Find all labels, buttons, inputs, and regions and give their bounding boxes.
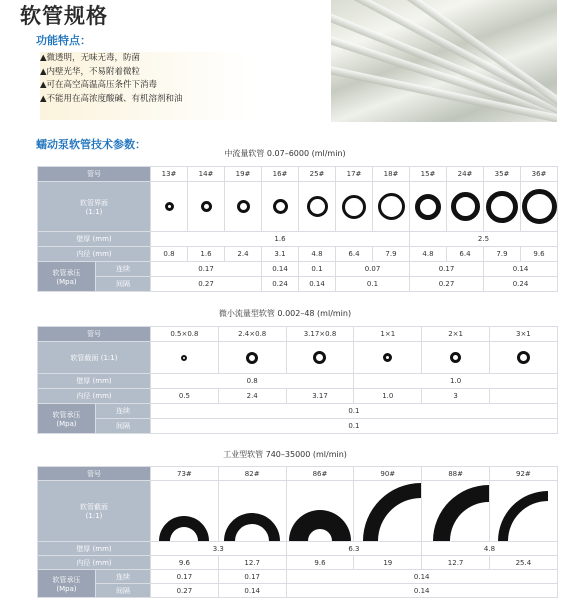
tube-section-icon — [151, 481, 219, 542]
model-cell: 2.4×0.8 — [218, 327, 286, 342]
id-value: 3.17 — [286, 389, 354, 404]
tube-section-icon — [286, 342, 354, 374]
model-cell: 0.5×0.8 — [151, 327, 219, 342]
wall-value: 3.3 — [151, 542, 287, 556]
id-value: 2.4 — [218, 389, 286, 404]
table2-caption: 微小流量型软管 0.002–48 (ml/min) — [218, 309, 352, 318]
model-cell: 17# — [336, 167, 373, 182]
wall-value: 1.0 — [354, 374, 557, 389]
model-cell: 35# — [484, 167, 521, 182]
pressure-value: 0.14 — [262, 262, 299, 277]
continuous-label: 连续 — [96, 262, 151, 277]
tube-section-icon — [354, 481, 422, 542]
wall-value: 0.8 — [151, 374, 354, 389]
wall-value: 1.6 — [151, 232, 410, 247]
id-value: 1.0 — [354, 389, 422, 404]
pressure-value: 0.07 — [336, 262, 410, 277]
feature-item: ▲内壁光华，不易附着微粒 — [40, 66, 141, 77]
tube-section-icon — [218, 481, 286, 542]
pressure-label: 软管承压 (Mpa) — [38, 404, 96, 434]
wall-label: 壁厚 (mm) — [38, 232, 151, 247]
model-cell: 14# — [188, 167, 225, 182]
model-cell: 82# — [218, 467, 286, 481]
tube-section-icon — [447, 182, 484, 232]
interval-label: 间隔 — [96, 419, 151, 434]
tube-section-icon — [422, 342, 490, 374]
model-cell: 73# — [151, 467, 219, 481]
interval-label: 间隔 — [96, 584, 151, 598]
id-value: 9.6 — [521, 247, 558, 262]
model-cell: 36# — [521, 167, 558, 182]
section-label: 软管界面 (1:1) — [38, 182, 151, 232]
table3-caption: 工业型软管 740–35000 (ml/min) — [223, 450, 347, 459]
id-value — [489, 389, 557, 404]
model-cell: 25# — [299, 167, 336, 182]
model-cell: 88# — [422, 467, 490, 481]
model-cell: 86# — [286, 467, 354, 481]
model-label: 管号 — [38, 467, 151, 481]
tube-section-icon — [299, 182, 336, 232]
pressure-value: 0.17 — [151, 262, 262, 277]
wall-value: 6.3 — [286, 542, 422, 556]
id-value: 0.8 — [151, 247, 188, 262]
id-value: 12.7 — [422, 556, 490, 570]
id-value: 0.5 — [151, 389, 219, 404]
tube-section-icon — [521, 182, 558, 232]
tube-section-icon — [373, 182, 410, 232]
pressure-value: 0.14 — [286, 584, 557, 598]
id-value: 9.6 — [151, 556, 219, 570]
model-label: 管号 — [38, 167, 151, 182]
pressure-value: 0.1 — [151, 419, 558, 434]
pressure-value: 0.17 — [410, 262, 484, 277]
model-cell: 15# — [410, 167, 447, 182]
tube-section-icon — [422, 481, 490, 542]
id-value: 7.9 — [484, 247, 521, 262]
tube-section-icon — [489, 342, 557, 374]
wall-value: 2.5 — [410, 232, 558, 247]
section-label: 软管截面 (1:1) — [38, 481, 151, 542]
tube-section-icon — [218, 342, 286, 374]
table3 — [37, 466, 558, 598]
pressure-value: 0.1 — [336, 277, 410, 292]
pressure-label: 软管承压 (Mpa) — [38, 570, 96, 598]
id-label: 内径 (mm) — [38, 556, 151, 570]
tube-section-icon — [262, 182, 299, 232]
id-label: 内径 (mm) — [38, 389, 151, 404]
wall-label: 壁厚 (mm) — [38, 374, 151, 389]
pressure-value: 0.14 — [484, 262, 558, 277]
table1 — [37, 166, 558, 292]
model-cell: 18# — [373, 167, 410, 182]
model-cell: 1×1 — [354, 327, 422, 342]
model-cell: 16# — [262, 167, 299, 182]
pressure-value: 0.27 — [410, 277, 484, 292]
tube-section-icon — [225, 182, 262, 232]
pressure-value: 0.17 — [151, 570, 219, 584]
id-value: 9.6 — [286, 556, 354, 570]
id-value: 25.4 — [489, 556, 557, 570]
pressure-value: 0.1 — [299, 262, 336, 277]
model-cell: 3.17×0.8 — [286, 327, 354, 342]
pressure-label: 软管承压 (Mpa) — [38, 262, 96, 292]
id-value: 6.4 — [447, 247, 484, 262]
tube-section-icon — [489, 481, 557, 542]
pressure-value: 0.27 — [151, 277, 262, 292]
model-cell: 92# — [489, 467, 557, 481]
model-cell: 19# — [225, 167, 262, 182]
feature-item: ▲可在高空高温高压条件下消毒 — [40, 80, 158, 90]
interval-label: 间隔 — [96, 277, 151, 292]
model-cell: 3×1 — [489, 327, 557, 342]
pressure-value: 0.24 — [262, 277, 299, 292]
tube-section-icon — [354, 342, 422, 374]
specs-heading: 蠕动泵软管技术参数： — [36, 138, 146, 151]
tubing-photo — [331, 0, 557, 122]
model-cell: 2×1 — [422, 327, 490, 342]
page-title: 软管规格 — [20, 4, 108, 28]
id-value: 4.8 — [410, 247, 447, 262]
table1-caption: 中流量软管 0.07–6000 (ml/min) — [224, 149, 346, 158]
continuous-label: 连续 — [96, 404, 151, 419]
tube-section-icon — [484, 182, 521, 232]
id-value: 1.6 — [188, 247, 225, 262]
continuous-label: 连续 — [96, 570, 151, 584]
tube-section-icon — [151, 342, 219, 374]
id-value: 4.8 — [299, 247, 336, 262]
id-value: 19 — [354, 556, 422, 570]
wall-value: 4.8 — [422, 542, 558, 556]
tube-section-icon — [151, 182, 188, 232]
model-cell: 13# — [151, 167, 188, 182]
tube-section-icon — [336, 182, 373, 232]
id-value: 2.4 — [225, 247, 262, 262]
features-list — [40, 52, 262, 120]
pressure-value: 0.24 — [484, 277, 558, 292]
tube-section-icon — [188, 182, 225, 232]
model-cell: 90# — [354, 467, 422, 481]
id-value: 3 — [422, 389, 490, 404]
table2 — [37, 326, 558, 434]
tube-section-icon — [286, 481, 354, 542]
model-label: 管号 — [38, 327, 151, 342]
pressure-value: 0.14 — [218, 584, 286, 598]
model-cell: 24# — [447, 167, 484, 182]
pressure-value: 0.14 — [299, 277, 336, 292]
id-value: 3.1 — [262, 247, 299, 262]
feature-item: ▲不能用在高浓度酸碱、有机溶剂和油 — [40, 93, 183, 104]
id-label: 内径 (mm) — [38, 247, 151, 262]
pressure-value: 0.14 — [286, 570, 557, 584]
id-value: 12.7 — [218, 556, 286, 570]
feature-item: ▲微透明，无味无毒，防菌 — [40, 53, 141, 63]
pressure-value: 0.27 — [151, 584, 219, 598]
features-heading: 功能特点： — [36, 34, 91, 47]
section-label: 软管截面 (1:1) — [38, 342, 151, 374]
id-value: 6.4 — [336, 247, 373, 262]
tube-section-icon — [410, 182, 447, 232]
wall-label: 壁厚 (mm) — [38, 542, 151, 556]
pressure-value: 0.17 — [218, 570, 286, 584]
id-value: 7.9 — [373, 247, 410, 262]
pressure-value: 0.1 — [151, 404, 558, 419]
